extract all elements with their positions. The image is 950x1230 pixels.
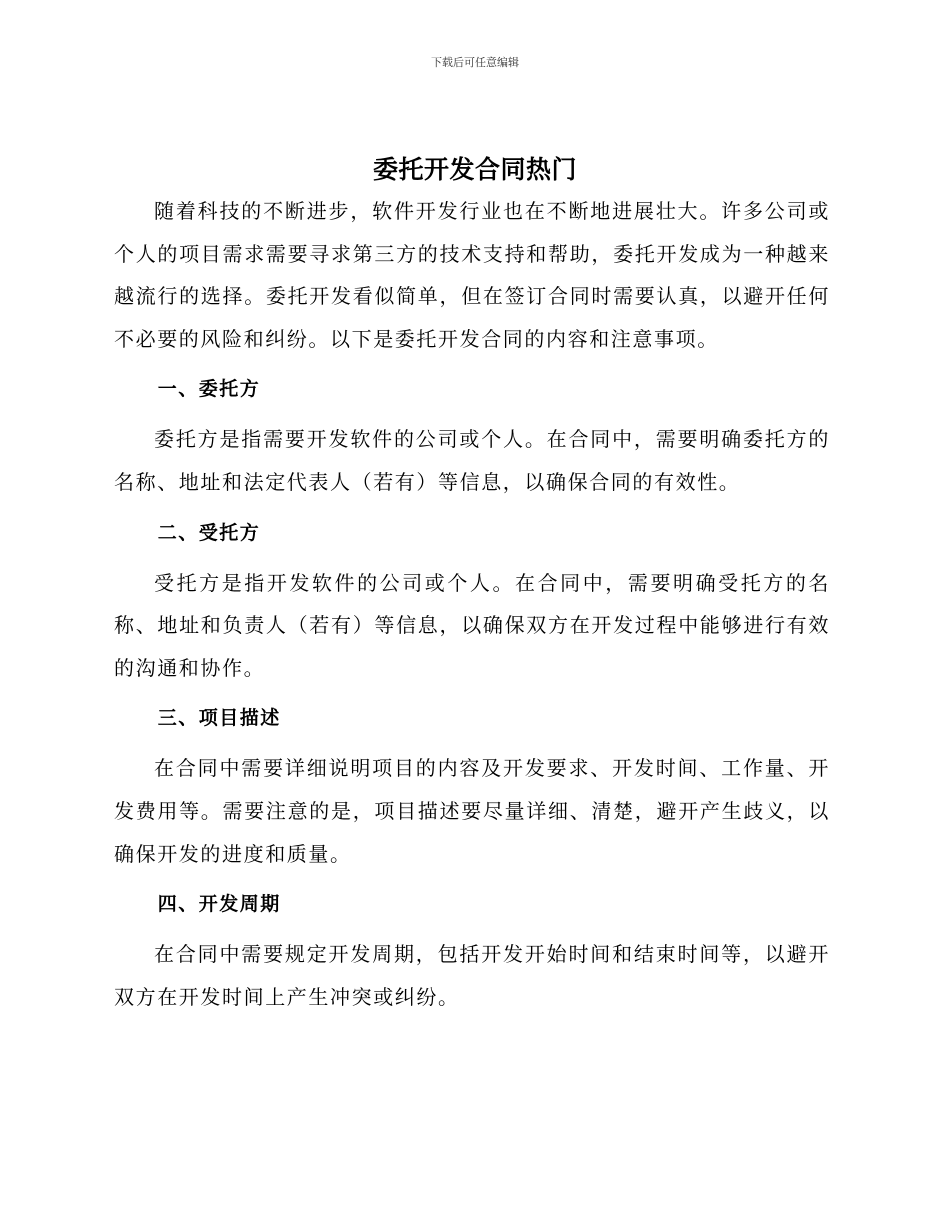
section-paragraph-development-period: 在合同中需要规定开发周期，包括开发开始时间和结束时间等，以避开双方在开发时间上产生冲突或纠纷。 — [114, 942, 830, 1009]
section-heading-client: 一、委托方 — [157, 378, 261, 401]
section-heading-contractor: 二、受托方 — [157, 521, 261, 544]
section-heading-development-period: 四、开发周期 — [157, 893, 281, 916]
document-body — [114, 190, 830, 1018]
section-heading-project-description: 三、项目描述 — [157, 707, 281, 730]
intro-paragraph: 随着科技的不断进步，软件开发行业也在不断地进展壮大。许多公司或个人的项目需求需要寻求第三方的技术支持和帮助，委托开发成为一种越来越流行的选择。委托开发看似简单，但在签订合同时需要认真，以避开任何不必要的风险和纠纷。以下是委托开发合同的内容和注意事项。 — [114, 199, 830, 351]
section-paragraph-contractor: 受托方是指开发软件的公司或个人。在合同中，需要明确受托方的名称、地址和负责人（若有）等信息，以确保双方在开发过程中能够进行有效的沟通和协作。 — [114, 570, 830, 680]
section-paragraph-client: 委托方是指需要开发软件的公司或个人。在合同中，需要明确委托方的名称、地址和法定代表人（若有）等信息，以确保合同的有效性。 — [114, 427, 830, 494]
header-note: 下载后可任意编辑 — [431, 56, 519, 69]
document-title: 委托开发合同热门 — [372, 155, 577, 184]
section-paragraph-project-description: 在合同中需要详细说明项目的内容及开发要求、开发时间、工作量、开发费用等。需要注意的是，项目描述要尽量详细、清楚，避开产生歧义，以确保开发的进度和质量。 — [114, 756, 830, 866]
